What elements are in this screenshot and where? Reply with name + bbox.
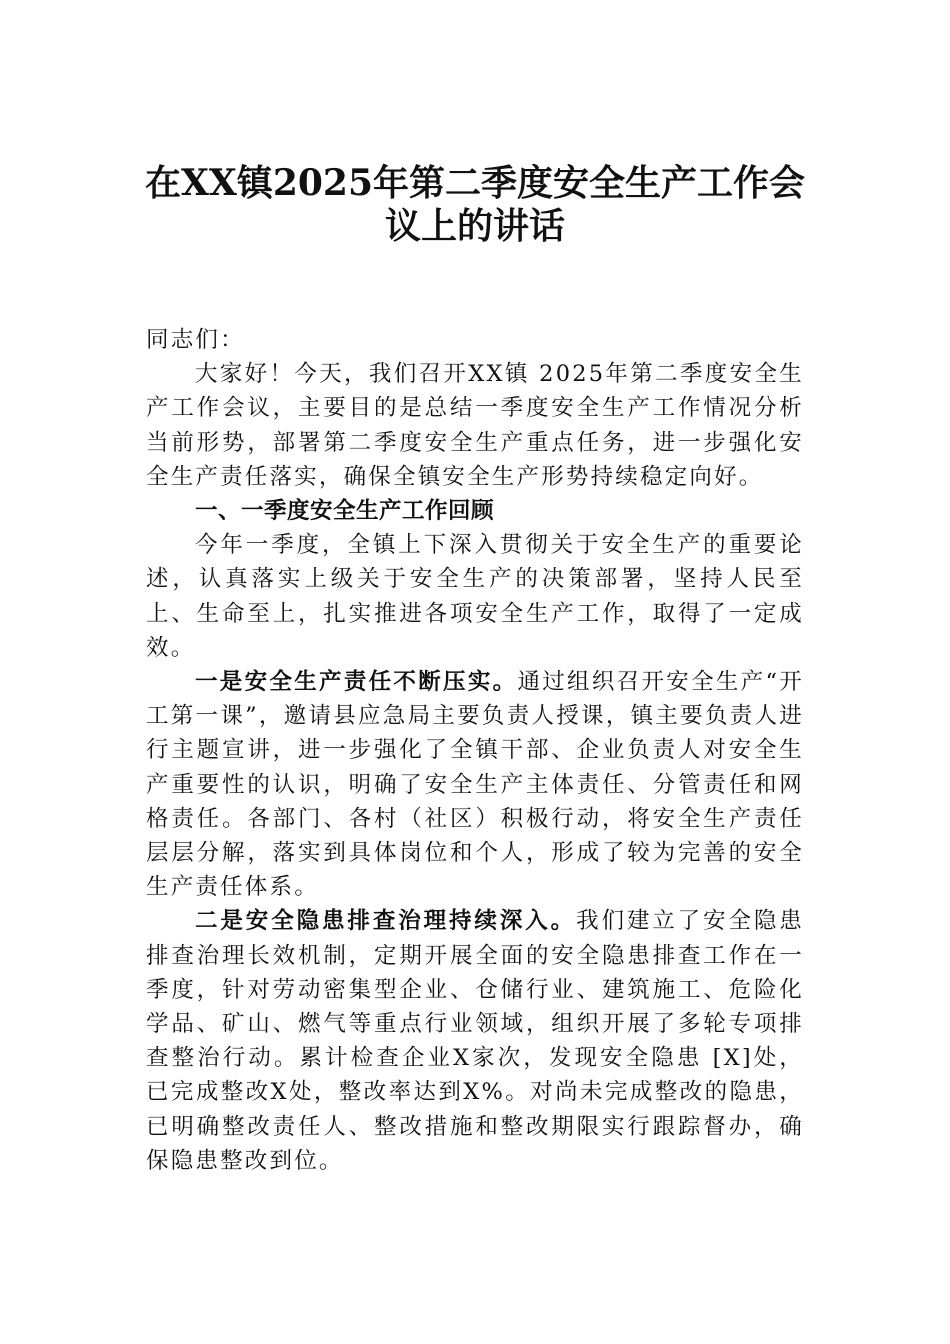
point-one-lead: 一是安全生产责任不断压实。: [195, 669, 518, 696]
document-body: [146, 323, 804, 1178]
document-title-line-1: 在XX镇2025年第二季度安全生产工作会: [144, 162, 806, 204]
document-title-line-2: 议上的讲话: [384, 205, 565, 247]
intro-paragraph: 大家好！今天，我们召开XX镇 2025年第二季度安全生产工作会议，主要目的是总结一季度安全生产工作情况分析当前形势，部署第二季度安全生产重点任务，进一步强化安全生产责任落实，确保全镇安全生产形势持续稳定向好。: [146, 361, 804, 490]
salutation: 同志们：: [146, 327, 245, 353]
section-paragraph: 今年一季度，全镇上下深入贯彻关于安全生产的重要论述，认真落实上级关于安全生产的决策部署，坚持人民至上、生命至上，扎实推进各项安全生产工作，取得了一定成效。: [146, 532, 804, 661]
section-heading: 一、一季度安全生产工作回顾: [195, 498, 495, 525]
point-one-text: 通过组织召开安全生产“开工第一课”，邀请县应急局主要负责人授课，镇主要负责人进行主题宣讲，进一步强化了全镇干部、企业负责人对安全生产重要性的认识，明确了安全生产主体责任、分管责任和网格责任。各部门、各村（社区）积极行动，将安全生产责任层层分解，落实到具体岗位和个人，形成了较为完善的安全生产责任体系。: [146, 669, 804, 901]
point-one-paragraph: [146, 665, 804, 904]
point-two-text: 我们建立了安全隐患排查治理长效机制，定期开展全面的安全隐患排查工作在一季度，针对劳动密集型企业、仓储行业、建筑施工、危险化学品、矿山、燃气等重点行业领域，组织开展了多轮专项排查整治行动。累计检查企业X家次，发现安全隐患 [X]处，已完成整改X处，整改率达到X%。对尚未完成整改的隐患，已明确整改责任人、整改措施和整改期限实行跟踪督办，确保隐患整改到位。: [146, 908, 804, 1174]
point-two-lead: 二是安全隐患排查治理持续深入。: [195, 908, 577, 935]
point-two-paragraph: [146, 904, 804, 1178]
